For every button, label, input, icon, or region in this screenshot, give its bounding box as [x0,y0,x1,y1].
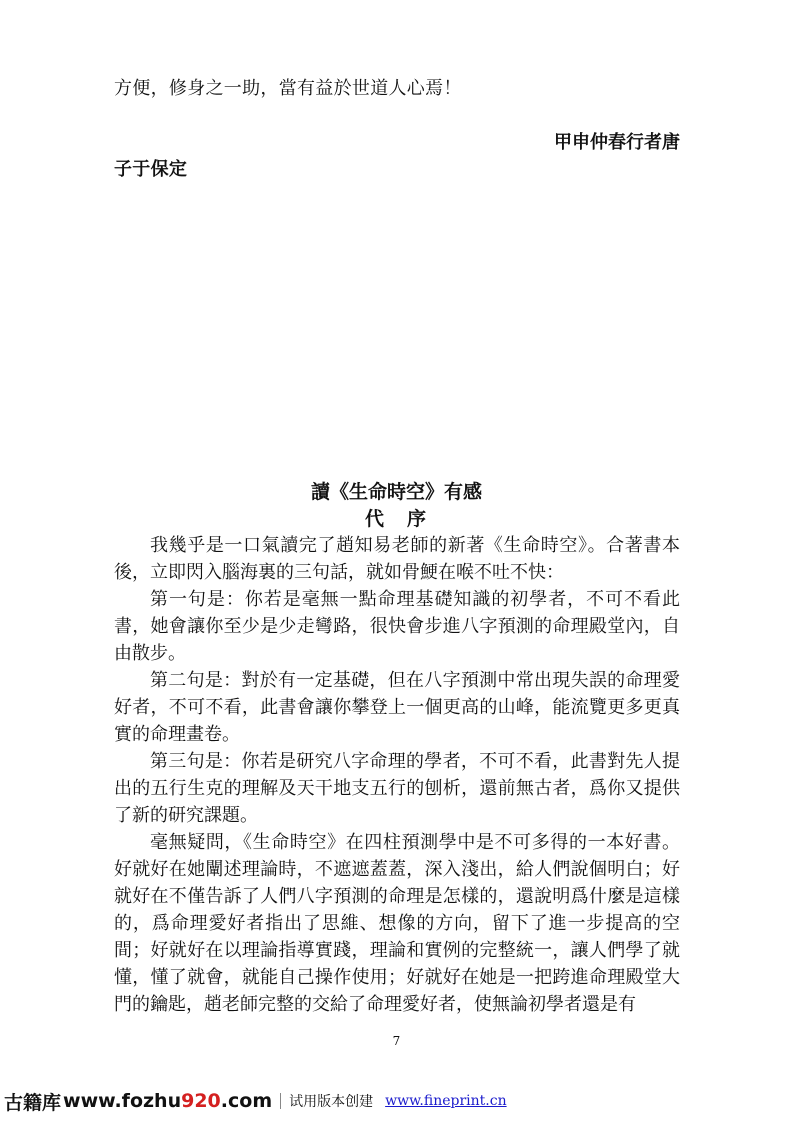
site-logo-url: www.fozhu920.com [63,1090,273,1112]
essay-subtitle: 代 序 [364,508,428,530]
site-logo-text: 古籍库 [4,1091,62,1114]
essay-body [114,532,680,1018]
signature: 甲申仲春行者唐 [554,132,680,153]
paragraph: 第二句是：對於有一定基礎，但在八字預測中常出現失誤的命理愛好者，不可不看，此書會讓你攀登上一個更高的山峰，能流覽更多更真實的命理畫卷。 [114,670,680,745]
paragraph: 第三句是：你若是研究八字命理的學者，不可不看，此書對先人提出的五行生克的理解及天干地支五行的刨析，還前無古者，爲你又提供了新的研究課題。 [114,751,680,826]
footer-divider [280,1093,281,1109]
closing-line: 方便，修身之一助，當有益於世道人心焉！ [114,78,462,99]
watermark-footer [4,1088,507,1114]
signature-continuation: 子于保定 [114,159,188,180]
essay-title: 讀《生命時空》有感 [310,481,482,503]
page-number: 7 [392,1034,401,1048]
fineprint-link[interactable]: www.fineprint.cn [385,1093,507,1109]
trial-version-text: 试用版本创建 [289,1094,374,1110]
paragraph: 我幾乎是一口氣讀完了趙知易老師的新著《生命時空》。合著書本後，立即閃入腦海裏的三句話，就如骨鯁在喉不吐不快： [114,535,680,583]
paragraph: 毫無疑問，《生命時空》在四柱預測學中是不可多得的一本好書。好就好在她闡述理論時，不遮遮蓋蓋，深入淺出，給人們說個明白；好就好在不僅告訴了人們八字預測的命理是怎樣的，還說明爲什麼是這樣的，爲命理愛好者指出了思維、想像的方向，留下了進一步提高的空間；好就好在以理論指導實踐，理論和實例的完整統一，讓人們學了就懂，懂了就會，就能自己操作使用；好就好在她是一把跨進命理殿堂大門的鑰匙，趙老師完整的交給了命理愛好者，使無論初學者還是有 [114,832,680,1015]
paragraph: 第一句是：你若是毫無一點命理基礎知識的初學者，不可不看此書，她會讓你至少是少走彎路，很快會步進八字預測的命理殿堂內，自由散步。 [114,589,680,664]
